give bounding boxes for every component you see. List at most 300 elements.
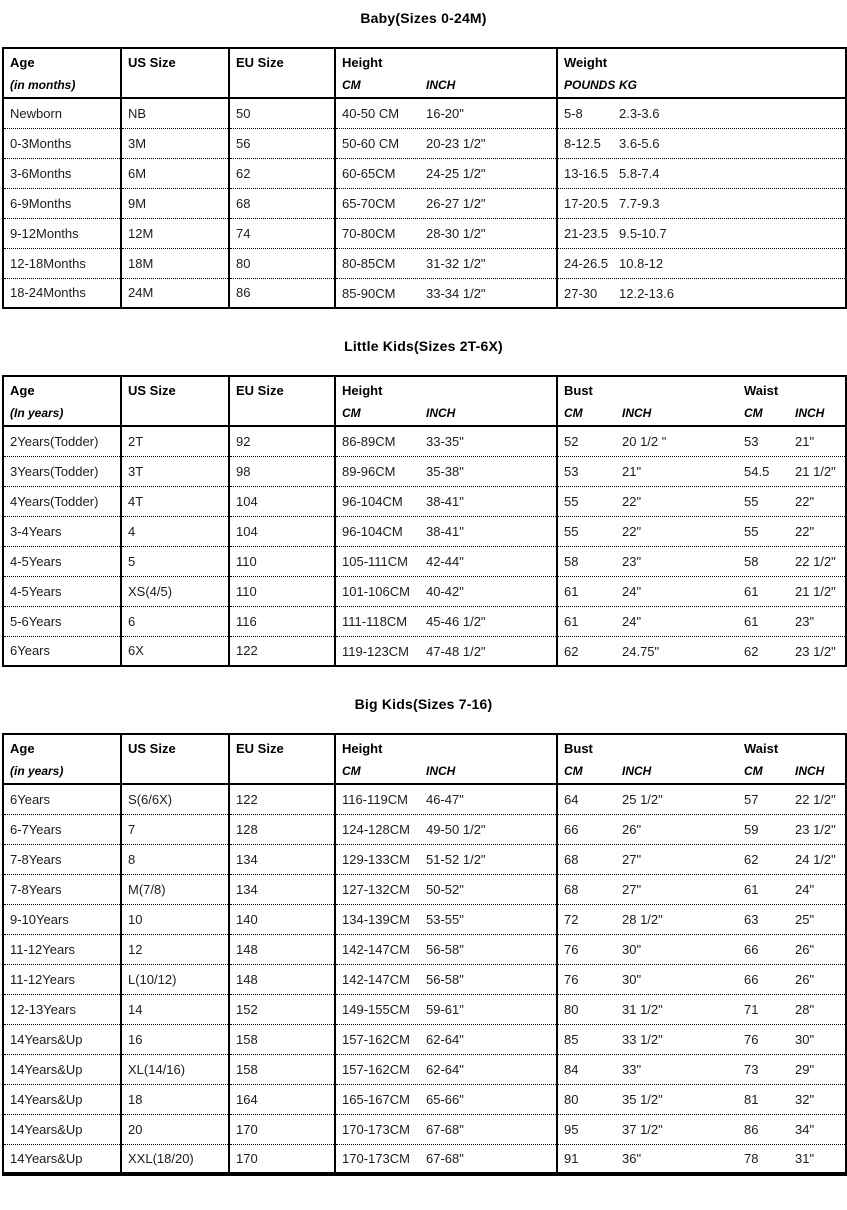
table-row — [3, 546, 846, 576]
eu-size-cell: 134 — [229, 874, 335, 904]
bust-inch-value: 24" — [622, 584, 642, 600]
table-row — [3, 606, 846, 636]
age-cell: 2Years(Todder) — [10, 433, 99, 449]
table-row — [3, 844, 846, 874]
bust-cm-value: 58 — [564, 554, 579, 570]
waist-inch-value: 21 1/2" — [795, 584, 836, 600]
height-inch-value: 65-66" — [426, 1092, 464, 1108]
bust-inch-value: 30" — [622, 942, 642, 958]
height-cell — [335, 1084, 557, 1114]
age-unit-label: (in months) — [10, 78, 76, 92]
pounds-value: 13-16.5 — [564, 166, 609, 182]
bust-inch-value: 22" — [622, 524, 642, 540]
height-cell — [335, 516, 557, 546]
us-size-cell: 7 — [121, 814, 229, 844]
size-chart-page — [0, 10, 847, 1176]
us-size-cell: 16 — [121, 1024, 229, 1054]
age-column-header-cell — [3, 734, 121, 784]
us-size-cell: 10 — [121, 904, 229, 934]
height-cm-value: 96-104CM — [342, 524, 403, 540]
height-cm-value: 157-162CM — [342, 1032, 410, 1048]
us-size-cell: S(6/6X) — [121, 784, 229, 814]
bust-cm-value: 72 — [564, 912, 579, 928]
waist-inch-value: 26" — [795, 942, 815, 958]
age-cell: 4-5Years — [3, 546, 121, 576]
big-kids-size-table — [2, 733, 847, 1176]
bust-waist-cell — [557, 1084, 846, 1114]
table-row — [3, 1024, 846, 1054]
height-inch-value: 24-25 1/2" — [426, 166, 486, 182]
waist-cm-value: 63 — [744, 912, 759, 928]
waist-column-header: Waist — [744, 741, 779, 756]
eu-size-column-header-cell — [229, 734, 335, 784]
bust-inch-value: 26" — [622, 822, 642, 838]
waist-inch-value: 24 1/2" — [795, 852, 836, 868]
pounds-subheader: POUNDS — [564, 78, 616, 92]
bust-waist-cell — [557, 516, 846, 546]
height-inch-value: 62-64" — [426, 1062, 464, 1078]
table-row — [3, 188, 846, 218]
height-cm-value: 170-173CM — [342, 1151, 410, 1167]
bust-column-header: Bust — [564, 383, 593, 398]
eu-size-cell: 56 — [229, 128, 335, 158]
bust-cm-value: 85 — [564, 1032, 579, 1048]
us-size-column-header: US Size — [128, 741, 176, 756]
kg-value: 12.2-13.6 — [619, 285, 674, 301]
table-row — [3, 486, 846, 516]
height-inch-value: 28-30 1/2" — [426, 226, 486, 242]
table-row — [3, 904, 846, 934]
height-cm-subheader: CM — [342, 406, 361, 420]
weight-cell — [557, 278, 846, 308]
height-cell — [335, 1114, 557, 1144]
weight-column-header: Weight — [564, 55, 608, 70]
bust-waist-cell — [557, 784, 846, 814]
waist-inch-value: 31" — [795, 1151, 815, 1167]
height-cell — [335, 934, 557, 964]
kg-value: 7.7-9.3 — [619, 196, 660, 212]
height-cm-subheader: CM — [342, 764, 361, 778]
height-cm-value: 142-147CM — [342, 972, 410, 988]
little-kids-table-title: Little Kids(Sizes 2T-6X) — [344, 338, 503, 354]
height-inch-value: 51-52 1/2" — [426, 852, 486, 868]
age-cell: 3-6Months — [3, 158, 121, 188]
bust-cm-value: 80 — [564, 1092, 579, 1108]
waist-inch-value: 32" — [795, 1092, 815, 1108]
height-inch-value: 53-55" — [426, 912, 464, 928]
eu-size-cell: 110 — [229, 546, 335, 576]
us-size-cell: XL(14/16) — [121, 1054, 229, 1084]
waist-inch-value: 23 1/2" — [795, 643, 836, 659]
eu-size-cell: 86 — [229, 278, 335, 308]
height-cm-value: 119-123CM — [342, 643, 409, 659]
waist-inch-value: 26" — [795, 972, 815, 988]
table-row — [3, 934, 846, 964]
us-size-cell: M(7/8) — [121, 874, 229, 904]
bust-waist-cell — [557, 874, 846, 904]
bust-cm-value: 61 — [564, 584, 579, 600]
bust-inch-subheader: INCH — [622, 406, 652, 420]
age-cell: 11-12Years — [3, 934, 121, 964]
height-column-header: Height — [342, 383, 383, 398]
waist-inch-value: 34" — [795, 1122, 815, 1138]
bust-cm-value: 53 — [564, 464, 579, 480]
big-kids-size-chart-section — [0, 696, 847, 1176]
bust-waist-cell — [557, 994, 846, 1024]
eu-size-cell: 152 — [229, 994, 335, 1024]
table-row — [3, 516, 846, 546]
bust-inch-value: 24" — [622, 614, 642, 630]
height-cm-value: 80-85CM — [342, 256, 396, 272]
height-column-header-cell — [335, 734, 557, 784]
height-cm-value: 85-90CM — [342, 285, 396, 301]
table-row — [3, 814, 846, 844]
big-kids-table-body — [3, 784, 846, 1174]
little-kids-size-table — [2, 375, 847, 667]
us-size-column-header-cell — [121, 48, 229, 98]
us-size-cell: 8 — [121, 844, 229, 874]
height-inch-value: 33-34 1/2" — [426, 285, 486, 301]
eu-size-cell: 104 — [229, 486, 335, 516]
eu-size-column-header: EU Size — [236, 383, 284, 398]
height-inch-value: 67-68" — [426, 1151, 464, 1167]
bust-waist-cell — [557, 934, 846, 964]
table-row — [3, 784, 846, 814]
age-cell: 9-10Years — [3, 904, 121, 934]
baby-size-table — [2, 47, 847, 309]
age-cell: 14Years&Up — [3, 1024, 121, 1054]
waist-cm-value: 62 — [744, 852, 759, 868]
weight-cell — [557, 188, 846, 218]
bust-waist-cell — [557, 904, 846, 934]
bust-inch-subheader: INCH — [622, 764, 652, 778]
height-cm-value: 111-118CM — [342, 614, 408, 630]
height-cm-value: 65-70CM — [342, 196, 396, 212]
waist-cm-value: 55 — [744, 524, 759, 540]
bust-waist-cell — [557, 456, 846, 486]
bust-inch-value: 33 1/2" — [622, 1032, 663, 1048]
bust-waist-cell — [557, 606, 846, 636]
age-column-header: Age — [10, 55, 35, 70]
us-size-cell: 4 — [121, 516, 229, 546]
waist-inch-value: 28" — [795, 1002, 815, 1018]
height-cm-value: 149-155CM — [342, 1002, 410, 1018]
height-cm-value: 116-119CM — [342, 792, 408, 808]
height-inch-value: 59-61" — [426, 1002, 464, 1018]
waist-inch-subheader: INCH — [795, 764, 825, 778]
height-cm-value: 101-106CM — [342, 584, 410, 600]
age-cell: 14Years&Up — [3, 1144, 121, 1174]
height-inch-value: 56-58" — [426, 942, 464, 958]
bust-inch-value: 20 1/2 " — [622, 434, 667, 450]
height-inch-value: 26-27 1/2" — [426, 196, 486, 212]
weight-cell — [557, 128, 846, 158]
height-cell — [335, 426, 557, 456]
bust-inch-value: 21" — [622, 464, 642, 480]
us-size-cell: 12M — [121, 218, 229, 248]
eu-size-cell: 104 — [229, 516, 335, 546]
age-cell: 14Years&Up — [3, 1054, 121, 1084]
height-cell — [335, 964, 557, 994]
us-size-column-header-cell — [121, 734, 229, 784]
bust-cm-value: 95 — [564, 1122, 579, 1138]
waist-inch-subheader: INCH — [795, 406, 825, 420]
height-cell — [335, 904, 557, 934]
height-cell — [335, 98, 557, 128]
waist-cm-value: 57 — [744, 792, 759, 808]
height-cell — [335, 814, 557, 844]
bust-cm-value: 62 — [564, 643, 579, 659]
eu-size-cell: 158 — [229, 1054, 335, 1084]
waist-cm-value: 61 — [744, 614, 759, 630]
height-cell — [335, 546, 557, 576]
baby-table-body — [3, 98, 846, 308]
bust-cm-value: 64 — [564, 792, 579, 808]
height-inch-value: 47-48 1/2" — [426, 643, 486, 659]
age-cell: 6-9Months — [3, 188, 121, 218]
table-row — [3, 218, 846, 248]
age-cell: 4-5Years — [3, 576, 121, 606]
waist-cm-subheader: CM — [744, 406, 763, 420]
height-cell — [335, 278, 557, 308]
eu-size-column-header: EU Size — [236, 741, 284, 756]
age-column-header-cell — [3, 48, 121, 98]
bust-waist-cell — [557, 546, 846, 576]
us-size-cell: NB — [121, 98, 229, 128]
table-row — [3, 1114, 846, 1144]
waist-cm-value: 76 — [744, 1032, 759, 1048]
bust-waist-cell — [557, 1114, 846, 1144]
pounds-value: 5-8 — [564, 106, 583, 122]
eu-size-cell: 98 — [229, 456, 335, 486]
eu-size-cell: 164 — [229, 1084, 335, 1114]
waist-cm-value: 61 — [744, 584, 759, 600]
height-cell — [335, 576, 557, 606]
table-row — [3, 98, 846, 128]
kg-subheader: KG — [619, 78, 637, 92]
height-inch-value: 50-52" — [426, 882, 464, 898]
waist-cm-value: 53 — [744, 434, 759, 450]
age-cell: 11-12Years — [3, 964, 121, 994]
waist-cm-value: 78 — [744, 1151, 759, 1167]
eu-size-cell: 122 — [229, 784, 335, 814]
bust-inch-value: 30" — [622, 972, 642, 988]
age-cell: 4Years(Todder) — [3, 486, 121, 516]
bust-cm-value: 55 — [564, 524, 579, 540]
height-cm-value: 124-128CM — [342, 822, 410, 838]
waist-inch-value: 22" — [795, 524, 815, 540]
age-cell: 3Years(Todder) — [3, 456, 121, 486]
little-kids-size-chart-section — [0, 338, 847, 667]
waist-cm-value: 55 — [744, 494, 759, 510]
header-row — [3, 376, 846, 426]
height-inch-value: 56-58" — [426, 972, 464, 988]
height-cell — [335, 486, 557, 516]
age-cell: 7-8Years — [3, 874, 121, 904]
age-cell: 14Years&Up — [3, 1084, 121, 1114]
height-cm-value: 50-60 CM — [342, 136, 400, 152]
height-cell — [335, 1144, 557, 1174]
height-inch-subheader: INCH — [426, 78, 456, 92]
eu-size-cell: 170 — [229, 1114, 335, 1144]
bust-waist-cell — [557, 814, 846, 844]
bust-inch-value: 22" — [622, 494, 642, 510]
eu-size-cell: 110 — [229, 576, 335, 606]
us-size-cell: 20 — [121, 1114, 229, 1144]
bust-cm-value: 66 — [564, 822, 579, 838]
us-size-column-header-cell — [121, 376, 229, 426]
us-size-cell: 18M — [121, 248, 229, 278]
bust-waist-cell — [557, 576, 846, 606]
height-cell — [335, 784, 557, 814]
pounds-value: 21-23.5 — [564, 226, 609, 242]
age-cell: 9-12Months — [3, 218, 121, 248]
bust-cm-value: 61 — [564, 614, 579, 630]
weight-cell — [557, 218, 846, 248]
height-inch-value: 35-38" — [426, 464, 464, 480]
height-column-header: Height — [342, 741, 383, 756]
age-cell: 14Years&Up — [3, 1114, 121, 1144]
eu-size-cell: 122 — [229, 636, 335, 666]
weight-cell — [557, 248, 846, 278]
eu-size-cell: 62 — [229, 158, 335, 188]
eu-size-cell: 140 — [229, 904, 335, 934]
height-cm-value: 60-65CM — [342, 166, 396, 182]
bust-inch-value: 24.75" — [622, 643, 660, 659]
pounds-value: 27-30 — [564, 285, 598, 301]
eu-size-column-header: EU Size — [236, 55, 284, 70]
height-inch-value: 38-41" — [426, 524, 464, 540]
waist-inch-value: 22" — [795, 494, 815, 510]
bust-cm-value: 68 — [564, 852, 579, 868]
waist-inch-value: 25" — [795, 912, 815, 928]
kg-value: 3.6-5.6 — [619, 136, 660, 152]
us-size-cell: 3M — [121, 128, 229, 158]
us-size-cell: 6X — [121, 636, 229, 666]
waist-inch-value: 30" — [795, 1032, 815, 1048]
waist-cm-value: 86 — [744, 1122, 759, 1138]
eu-size-cell: 92 — [229, 426, 335, 456]
height-cell — [335, 994, 557, 1024]
bust-waist-cell — [557, 844, 846, 874]
height-cm-value: 105-111CM — [342, 554, 408, 570]
waist-inch-value: 21" — [795, 434, 815, 450]
bust-waist-cell — [557, 1144, 846, 1174]
waist-cm-value: 62 — [744, 643, 759, 659]
waist-inch-value: 23" — [795, 614, 815, 630]
age-unit-label: (in years) — [10, 764, 64, 778]
table-row — [3, 1084, 846, 1114]
height-column-header-cell — [335, 48, 557, 98]
height-cell — [335, 158, 557, 188]
us-size-cell: 6 — [121, 606, 229, 636]
age-unit-label: (In years) — [10, 406, 64, 420]
eu-size-cell: 74 — [229, 218, 335, 248]
height-cell — [335, 456, 557, 486]
bust-cm-value: 80 — [564, 1002, 579, 1018]
bust-waist-cell — [557, 426, 846, 456]
us-size-cell: XXL(18/20) — [121, 1144, 229, 1174]
table-row — [3, 576, 846, 606]
header-row — [3, 734, 846, 784]
height-cell — [335, 874, 557, 904]
bust-cm-value: 52 — [564, 434, 579, 450]
height-cm-value: 127-132CM — [342, 882, 410, 898]
kg-value: 10.8-12 — [619, 256, 664, 272]
us-size-cell: 14 — [121, 994, 229, 1024]
us-size-cell: 5 — [121, 546, 229, 576]
height-cm-value: 89-96CM — [342, 464, 396, 480]
waist-inch-value: 24" — [795, 882, 815, 898]
us-size-column-header: US Size — [128, 383, 176, 398]
height-cm-value: 70-80CM — [342, 226, 396, 242]
bust-cm-value: 91 — [564, 1151, 579, 1167]
bust-waist-cell — [557, 964, 846, 994]
height-inch-value: 49-50 1/2" — [426, 822, 486, 838]
height-cell — [335, 218, 557, 248]
weight-column-header-cell — [557, 48, 846, 98]
eu-size-cell: 148 — [229, 934, 335, 964]
height-cm-value: 86-89CM — [342, 434, 396, 450]
bust-cm-subheader: CM — [564, 764, 583, 778]
age-cell: 0-3Months — [3, 128, 121, 158]
eu-size-cell: 134 — [229, 844, 335, 874]
us-size-cell: 24M — [121, 278, 229, 308]
height-cell — [335, 1054, 557, 1084]
baby-size-chart-section — [0, 10, 847, 309]
pounds-value: 17-20.5 — [564, 196, 609, 212]
table-row — [3, 874, 846, 904]
us-size-column-header: US Size — [128, 55, 176, 70]
bust-waist-cell — [557, 486, 846, 516]
eu-size-column-header-cell — [229, 48, 335, 98]
height-cm-value: 96-104CM — [342, 494, 403, 510]
height-cm-value: 170-173CM — [342, 1122, 410, 1138]
pounds-value: 8-12.5 — [564, 136, 601, 152]
bust-inch-value: 28 1/2" — [622, 912, 663, 928]
little-kids-table-body — [3, 426, 846, 666]
table-row — [3, 158, 846, 188]
age-cell: 5-6Years — [3, 606, 121, 636]
eu-size-column-header-cell — [229, 376, 335, 426]
height-inch-value: 16-20" — [426, 106, 464, 122]
table-row — [3, 248, 846, 278]
height-column-header: Height — [342, 55, 383, 70]
table-row — [3, 964, 846, 994]
pounds-value: 24-26.5 — [564, 256, 609, 272]
us-size-cell: 2T — [121, 426, 229, 456]
weight-cell — [557, 158, 846, 188]
height-cm-value: 40-50 CM — [342, 106, 400, 122]
eu-size-cell: 158 — [229, 1024, 335, 1054]
height-cm-subheader: CM — [342, 78, 361, 92]
bust-inch-value: 31 1/2" — [622, 1002, 663, 1018]
bust-cm-subheader: CM — [564, 406, 583, 420]
us-size-cell: 18 — [121, 1084, 229, 1114]
waist-inch-value: 22 1/2" — [795, 554, 836, 570]
height-cell — [335, 248, 557, 278]
age-cell: 6Years — [10, 791, 50, 807]
bust-inch-value: 25 1/2" — [622, 792, 663, 808]
eu-size-cell: 170 — [229, 1144, 335, 1174]
height-column-header-cell — [335, 376, 557, 426]
waist-cm-value: 73 — [744, 1062, 759, 1078]
table-row — [3, 636, 846, 666]
height-cell — [335, 844, 557, 874]
age-cell: 12-13Years — [3, 994, 121, 1024]
height-cm-value: 134-139CM — [342, 912, 410, 928]
waist-inch-value: 29" — [795, 1062, 815, 1078]
